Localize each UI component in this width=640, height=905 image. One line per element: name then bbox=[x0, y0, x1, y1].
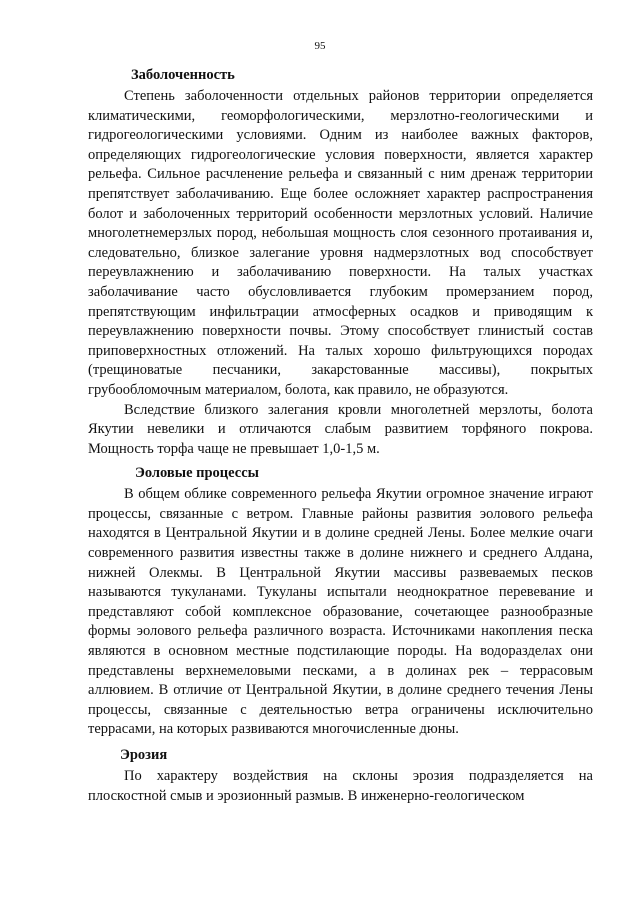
section-heading-aeolian: Эоловые процессы bbox=[135, 465, 259, 482]
paragraph-bogging-2: Вследствие близкого залегания кровли многолетней мерзлоты, болота Якутии невелики и отличаются слабым развитием торфяного покрова. Мощность торфа чаще не превышает 1,0-1,5 м. bbox=[88, 401, 593, 457]
section-heading-erosion: Эрозия bbox=[120, 747, 168, 763]
page-number: 95 bbox=[314, 40, 326, 52]
page-body bbox=[88, 65, 593, 806]
paragraph-aeolian-1: В общем облике современного рельефа Якутии огромное значение играют процессы, связанные с ветром. Главные районы развития эолового рельефа находятся в Центральной Якутии и в долине средней Лены. Более мелкие очаги современного развития известны также в долине нижнего и среднего Алдана, нижней Олекмы. В Центральной Якутии массивы развеваемых песков называются тукуланами. Тукуланы испытали неоднократное перевевание и представляют собой комплексное образование, сочетающее разнообразные формы эолового рельефа различного возраста. Источниками накопления песка являются в основном местные подстилающие породы. На водоразделах они представлены верхнемеловыми песками, а в долинах рек – террасовым аллювием. В отличие от Центральной Якутии, в долине среднего течения Лены процессы, связанные с деятельностью ветра ограничены исключительно террасами, на которых развиваются многочисленные дюны. bbox=[88, 486, 593, 738]
paragraph-erosion-1: По характеру воздействия на склоны эрозия подразделяется на плоскостной смыв и эрозионный размыв. В инженерно-геологическом bbox=[88, 768, 593, 804]
section-heading-bogging: Заболоченность bbox=[131, 67, 235, 83]
paragraph-bogging-1: Степень заболоченности отдельных районов территории определяется климатическими, геоморфологическими, мерзлотно-геологическими и гидрогеологическими условиями. Одним из наиболее важных факторов, определяющих гидрогеологические условия поверхности, является характер рельефа. Сильное расчленение рельефа и связанный с ним дренаж территории препятствует заболачиванию. Еще более осложняет характер распространения болот и заболоченных территорий особенности мерзлотных условий. Наличие многолетнемерзлых пород, небольшая мощность слоя сезонного протаивания и, следовательно, близкое залегание уровня надмерзлотных вод способствует переувлажнению и заболачиванию поверхности. На талых участках заболачивание часто обусловливается глубоким промерзанием пород, препятствующим инфильтрации атмосферных осадков и приводящим к переувлажнению поверхности почвы. Этому способствует глинистый состав приповерхностных отложений. На талых хорошо фильтрующихся породах (трещиноватые песчаники, закарстованные массивы), покрытых грубообломочным материалом, болота, как правило, не образуются. bbox=[88, 88, 593, 398]
